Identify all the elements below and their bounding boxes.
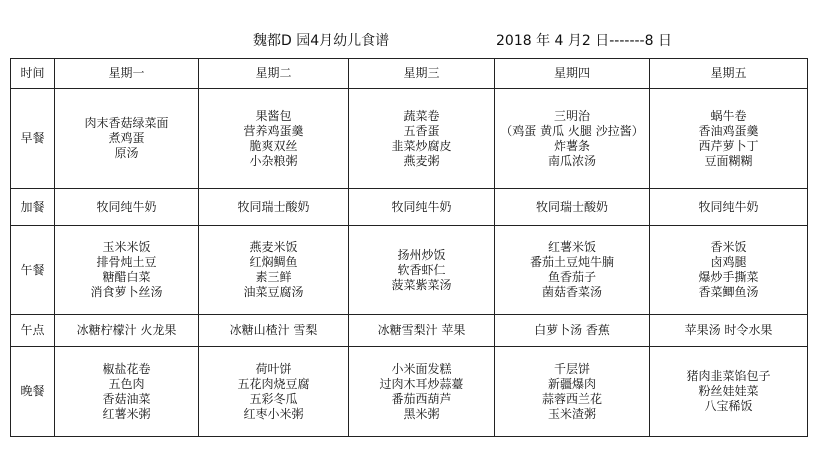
dish: 过肉木耳炒蒜薹 bbox=[379, 376, 464, 391]
dish: 红焖鲷鱼 bbox=[249, 255, 298, 269]
dish: 南瓜浓汤 bbox=[547, 153, 596, 168]
dish: 燕麦粥 bbox=[403, 153, 440, 168]
dish: 新疆爆肉 bbox=[547, 376, 596, 391]
dish: 红枣小米粥 bbox=[243, 406, 304, 421]
meal-label: 早餐 bbox=[11, 89, 55, 189]
menu-cell bbox=[55, 347, 199, 437]
dish: 菌菇香菜汤 bbox=[541, 285, 602, 299]
dish: 菠菜紫菜汤 bbox=[391, 277, 452, 292]
dish: 煮鸡蛋 bbox=[108, 131, 145, 145]
menu-cell: 白萝卜汤 香蕉 bbox=[495, 315, 650, 347]
menu-cell: 冰糖山楂汁 雪梨 bbox=[199, 315, 349, 347]
dish: 粉丝娃娃菜 bbox=[698, 384, 759, 398]
dish: 营养鸡蛋羹 bbox=[243, 123, 304, 138]
dish: 果酱包 bbox=[255, 108, 292, 123]
dish: 香菇油菜 bbox=[102, 391, 151, 406]
menu-cell: 牧同纯牛奶 bbox=[349, 189, 495, 226]
meal-row-dinner bbox=[11, 347, 808, 437]
meal-label: 午餐 bbox=[11, 226, 55, 315]
menu-cell bbox=[495, 347, 650, 437]
dish: 蜗牛卷 bbox=[710, 108, 747, 123]
dish: 玉米渣粥 bbox=[547, 406, 596, 421]
meal-label: 午点 bbox=[11, 315, 55, 347]
dish: 猪肉韭菜馅包子 bbox=[686, 369, 771, 383]
dish: 糖醋白菜 bbox=[102, 270, 151, 284]
dish: 卤鸡腿 bbox=[710, 255, 747, 269]
day-header-thu: 星期四 bbox=[495, 59, 650, 89]
dish: 消食萝卜丝汤 bbox=[90, 285, 163, 299]
dish: 五彩冬瓜 bbox=[249, 391, 298, 406]
dish: 小杂粮粥 bbox=[249, 153, 298, 168]
dish: 扬州炒饭 bbox=[397, 247, 446, 262]
dish: 豆面糊糊 bbox=[704, 153, 753, 168]
day-header-wed: 星期三 bbox=[349, 59, 495, 89]
dish: 五色肉 bbox=[108, 376, 145, 391]
dish: 五香蛋 bbox=[403, 123, 440, 138]
dish: 原汤 bbox=[114, 146, 139, 160]
dish: 蒜蓉西兰花 bbox=[541, 391, 602, 406]
menu-cell: 苹果汤 时令水果 bbox=[650, 315, 808, 347]
menu-title: 魏都D 园4月幼儿食谱 bbox=[253, 33, 390, 49]
dish: 椒盐花卷 bbox=[102, 361, 151, 376]
menu-cell bbox=[349, 89, 495, 189]
weekly-menu-table bbox=[10, 58, 808, 437]
dish: 燕麦米饭 bbox=[249, 240, 298, 254]
meal-row-breakfast bbox=[11, 89, 808, 189]
dish: 五花肉烧豆腐 bbox=[237, 376, 310, 391]
menu-cell bbox=[650, 89, 808, 189]
day-header-mon: 星期一 bbox=[55, 59, 199, 89]
dish: 肉末香菇绿菜面 bbox=[84, 116, 169, 130]
corner-cell: 时间 bbox=[11, 59, 55, 89]
date-range: 2018 年 4 月2 日-------8 日 bbox=[496, 33, 672, 49]
dish: 红薯米粥 bbox=[102, 406, 151, 421]
dish: 玉米米饭 bbox=[102, 240, 151, 254]
meal-row-snack bbox=[11, 189, 808, 226]
menu-cell bbox=[349, 347, 495, 437]
dish: 香油鸡蛋羹 bbox=[698, 123, 759, 138]
dish: 番茄土豆炖牛腩 bbox=[529, 255, 614, 269]
menu-cell bbox=[495, 226, 650, 315]
menu-cell: 牧同纯牛奶 bbox=[55, 189, 199, 226]
menu-cell bbox=[349, 226, 495, 315]
menu-cell bbox=[55, 89, 199, 189]
dish: 千层饼 bbox=[553, 361, 590, 376]
dish: 油菜豆腐汤 bbox=[243, 285, 304, 299]
menu-cell: 冰糖柠檬汁 火龙果 bbox=[55, 315, 199, 347]
dish: 八宝稀饭 bbox=[704, 399, 753, 413]
dish: 鱼香茄子 bbox=[547, 270, 596, 284]
dish: 三明治 bbox=[553, 108, 590, 123]
meal-row-lunch bbox=[11, 226, 808, 315]
meal-label: 晚餐 bbox=[11, 347, 55, 437]
menu-cell: 牧同纯牛奶 bbox=[650, 189, 808, 226]
dish: 荷叶饼 bbox=[255, 361, 292, 376]
menu-cell bbox=[495, 89, 650, 189]
dish: 蔬菜卷 bbox=[403, 108, 440, 123]
meal-label: 加餐 bbox=[11, 189, 55, 226]
dish: 脆爽双丝 bbox=[249, 138, 298, 153]
menu-cell bbox=[650, 226, 808, 315]
dish: 素三鲜 bbox=[255, 270, 292, 284]
menu-cell bbox=[650, 347, 808, 437]
page-title bbox=[0, 30, 817, 52]
dish: 西芹萝卜丁 bbox=[698, 138, 759, 153]
dish: 小米面发糕 bbox=[391, 361, 452, 376]
dish: 爆炒手撕菜 bbox=[698, 270, 759, 284]
day-header-fri: 星期五 bbox=[650, 59, 808, 89]
dish: 韭菜炒腐皮 bbox=[391, 138, 452, 153]
dish: 番茄西葫芦 bbox=[391, 391, 452, 406]
menu-cell bbox=[199, 347, 349, 437]
dish: 红薯米饭 bbox=[547, 240, 596, 254]
meal-row-afternoon-snack bbox=[11, 315, 808, 347]
dish: 排骨炖土豆 bbox=[96, 255, 157, 269]
menu-cell: 冰糖雪梨汁 苹果 bbox=[349, 315, 495, 347]
menu-cell bbox=[199, 226, 349, 315]
menu-cell: 牧同瑞士酸奶 bbox=[199, 189, 349, 226]
menu-cell: 牧同瑞士酸奶 bbox=[495, 189, 650, 226]
header-row bbox=[11, 59, 808, 89]
menu-cell bbox=[55, 226, 199, 315]
dish: 黑米粥 bbox=[403, 406, 440, 421]
dish: 软香虾仁 bbox=[397, 262, 446, 277]
dish: 香菜鲫鱼汤 bbox=[698, 285, 759, 299]
dish: 炸薯条 bbox=[553, 138, 590, 153]
dish: （鸡蛋 黄瓜 火腿 沙拉酱） bbox=[500, 123, 644, 138]
menu-cell bbox=[199, 89, 349, 189]
dish: 香米饭 bbox=[710, 240, 747, 254]
day-header-tue: 星期二 bbox=[199, 59, 349, 89]
